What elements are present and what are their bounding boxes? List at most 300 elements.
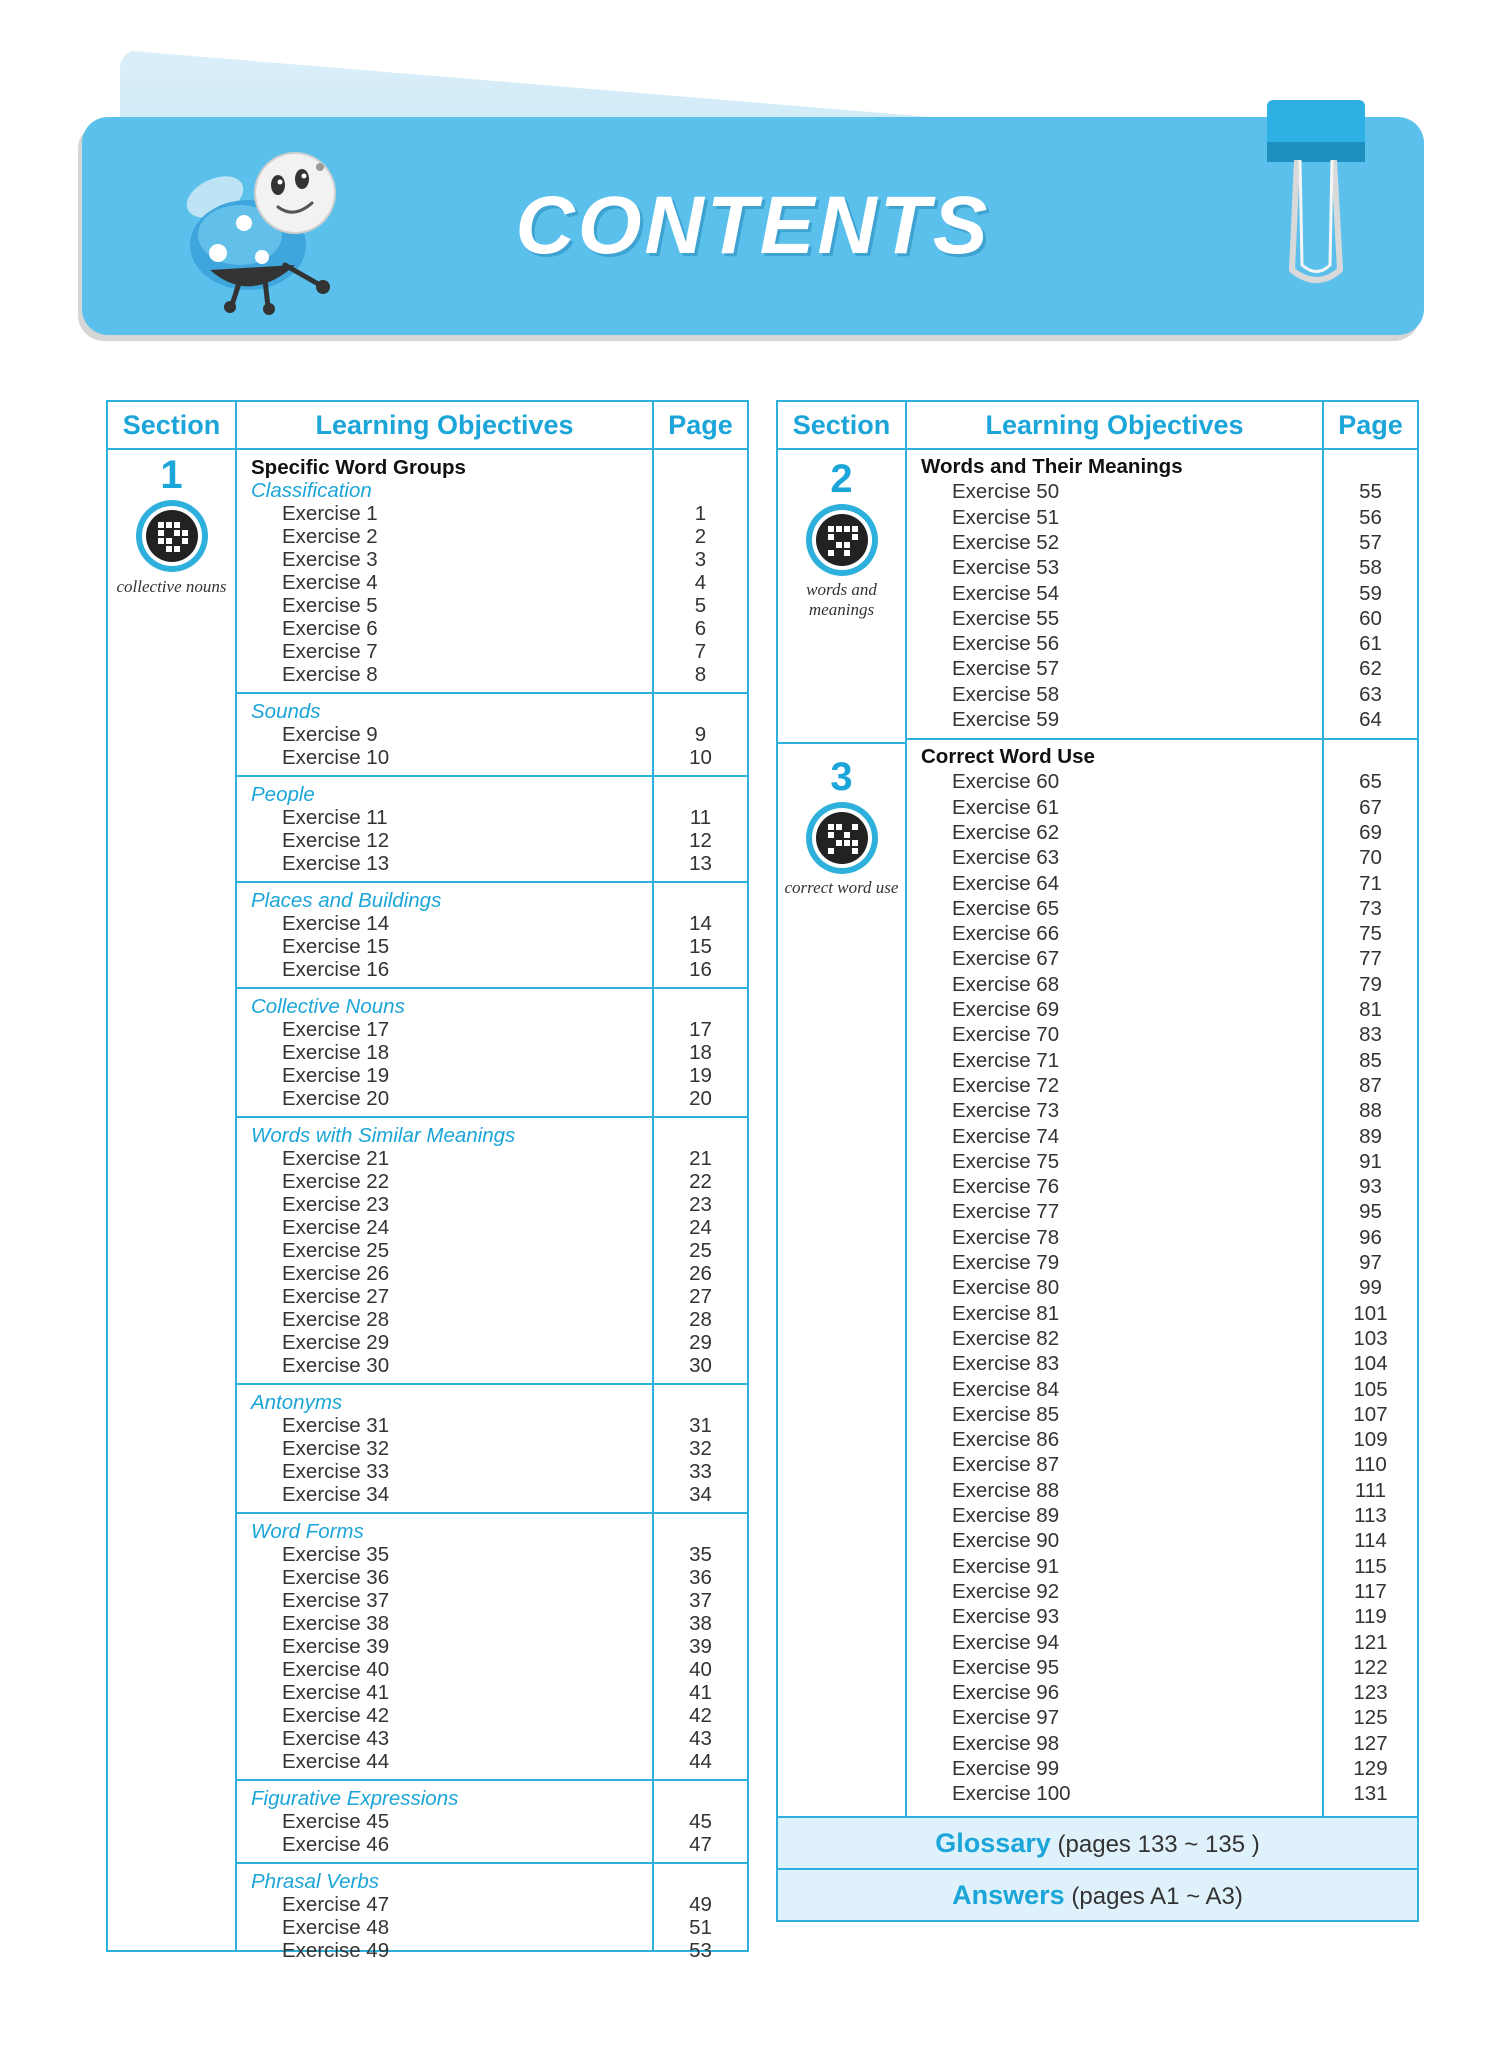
exercise-row[interactable] bbox=[907, 1731, 1417, 1756]
exercise-row-text: Exercise 32 bbox=[282, 1437, 390, 1460]
exercise-row[interactable] bbox=[907, 1377, 1417, 1402]
exercise-row[interactable] bbox=[907, 1326, 1417, 1351]
exercise-row-text: Exercise 72 bbox=[952, 1073, 1060, 1097]
page-number: 95 bbox=[1359, 1200, 1382, 1224]
page-number: 93 bbox=[1359, 1175, 1382, 1199]
exercise-row-text: Exercise 3 bbox=[282, 548, 378, 571]
exercise-row[interactable] bbox=[907, 1655, 1417, 1680]
exercise-row[interactable] bbox=[907, 1604, 1417, 1629]
page-number: 114 bbox=[1354, 1529, 1387, 1553]
page-number: 47 bbox=[689, 1833, 712, 1856]
exercise-row[interactable] bbox=[907, 505, 1417, 530]
exercise-row-text: Exercise 69 bbox=[952, 998, 1060, 1021]
page-number: 103 bbox=[1353, 1326, 1388, 1350]
exercise-row[interactable] bbox=[237, 1810, 747, 1833]
page-number: 39 bbox=[689, 1635, 712, 1658]
exercise-row-text: Exercise 45 bbox=[282, 1810, 390, 1833]
exercise-row[interactable] bbox=[237, 548, 747, 571]
exercise-row[interactable] bbox=[237, 746, 747, 769]
exercise-row-text: Exercise 28 bbox=[282, 1308, 390, 1331]
exercise-row[interactable] bbox=[907, 1250, 1417, 1275]
exercise-row[interactable] bbox=[907, 1781, 1417, 1806]
page-number: 29 bbox=[689, 1331, 712, 1354]
exercise-row[interactable] bbox=[907, 921, 1417, 946]
exercise-row-text: Exercise 10 bbox=[282, 746, 390, 769]
page-number: 83 bbox=[1359, 1023, 1382, 1047]
category-label bbox=[237, 783, 747, 806]
page-number: 13 bbox=[689, 852, 712, 875]
exercise-row[interactable] bbox=[237, 1193, 747, 1216]
page-header: Page bbox=[1338, 410, 1403, 440]
page-number: 23 bbox=[689, 1193, 712, 1216]
exercise-row[interactable] bbox=[237, 1041, 747, 1064]
exercise-row-text: Exercise 48 bbox=[282, 1916, 390, 1939]
exercise-row-text: Exercise 78 bbox=[952, 1225, 1060, 1249]
exercise-row-text: Exercise 83 bbox=[952, 1352, 1060, 1376]
exercise-row[interactable] bbox=[907, 1124, 1417, 1149]
exercise-row[interactable] bbox=[237, 829, 747, 852]
page-number: 96 bbox=[1359, 1225, 1382, 1249]
exercise-row[interactable] bbox=[907, 581, 1417, 606]
exercise-row[interactable] bbox=[237, 1893, 747, 1916]
page-number: 24 bbox=[689, 1216, 712, 1239]
exercise-row[interactable] bbox=[907, 845, 1417, 870]
exercise-row[interactable] bbox=[237, 1018, 747, 1041]
exercise-row-text: Exercise 26 bbox=[282, 1262, 390, 1285]
page-number: 45 bbox=[689, 1810, 712, 1833]
objective-group bbox=[907, 740, 1417, 1814]
exercise-row[interactable] bbox=[907, 479, 1417, 504]
category-label bbox=[237, 1870, 747, 1893]
exercise-row[interactable] bbox=[907, 1301, 1417, 1326]
page-number: 35 bbox=[689, 1543, 712, 1566]
page-number: 25 bbox=[689, 1239, 712, 1262]
page-number: 101 bbox=[1353, 1301, 1388, 1325]
objective-group bbox=[237, 1781, 747, 1864]
page-number: 12 bbox=[689, 829, 712, 852]
exercise-row[interactable] bbox=[237, 1833, 747, 1856]
page-number: 60 bbox=[1359, 606, 1382, 630]
exercise-row-text: Exercise 21 bbox=[282, 1147, 390, 1170]
exercise-row[interactable] bbox=[907, 1427, 1417, 1452]
exercise-row-text: Exercise 39 bbox=[282, 1635, 390, 1658]
exercise-row-text: Exercise 75 bbox=[952, 1149, 1060, 1173]
page-number: 27 bbox=[689, 1285, 712, 1308]
exercise-row[interactable] bbox=[237, 1939, 747, 1962]
exercise-row[interactable] bbox=[907, 871, 1417, 896]
exercise-row-text: Exercise 61 bbox=[952, 795, 1060, 819]
exercise-row-text: Exercise 62 bbox=[952, 820, 1060, 844]
page-number: 9 bbox=[694, 723, 707, 746]
exercise-row[interactable] bbox=[237, 1285, 747, 1308]
exercise-row[interactable] bbox=[907, 1351, 1417, 1376]
page-number: 49 bbox=[689, 1893, 712, 1916]
exercise-row-text: Exercise 67 bbox=[952, 947, 1060, 971]
objective-group bbox=[907, 450, 1417, 740]
exercise-row[interactable] bbox=[907, 1554, 1417, 1579]
page-number: 71 bbox=[1359, 871, 1382, 895]
page-number: 104 bbox=[1353, 1352, 1388, 1376]
exercise-row[interactable] bbox=[907, 1528, 1417, 1553]
exercise-row[interactable] bbox=[237, 1087, 747, 1110]
exercise-row[interactable] bbox=[907, 1022, 1417, 1047]
exercise-row-text: Exercise 84 bbox=[952, 1377, 1060, 1401]
exercise-row[interactable] bbox=[907, 682, 1417, 707]
page-number: 111 bbox=[1354, 1478, 1387, 1502]
exercise-row[interactable] bbox=[907, 1048, 1417, 1073]
objective-group bbox=[237, 450, 747, 694]
exercise-row[interactable] bbox=[237, 1727, 747, 1750]
page-number: 1 bbox=[694, 502, 707, 525]
exercise-row[interactable] bbox=[237, 1750, 747, 1773]
exercise-row[interactable] bbox=[237, 912, 747, 935]
page-number: 62 bbox=[1359, 657, 1382, 681]
exercise-row-text: Exercise 87 bbox=[952, 1453, 1060, 1477]
exercise-row-text: Exercise 100 bbox=[952, 1782, 1071, 1806]
category-label bbox=[237, 1391, 747, 1414]
page-number: 129 bbox=[1353, 1757, 1388, 1780]
exercise-row-text: Exercise 18 bbox=[282, 1041, 390, 1064]
exercise-row-text: Exercise 98 bbox=[952, 1731, 1060, 1755]
exercise-row[interactable] bbox=[237, 1437, 747, 1460]
exercise-row-text: Exercise 24 bbox=[282, 1216, 390, 1239]
exercise-row-text: Exercise 66 bbox=[952, 922, 1060, 946]
page-number: 75 bbox=[1359, 922, 1382, 946]
exercise-row-text: Exercise 1 bbox=[282, 502, 378, 525]
page-number: 119 bbox=[1354, 1605, 1387, 1629]
answers-pages: (pages A1 ~ A3) bbox=[1071, 1883, 1243, 1910]
page-number: 117 bbox=[1354, 1579, 1387, 1603]
exercise-row[interactable] bbox=[907, 1756, 1417, 1781]
exercise-row[interactable] bbox=[237, 502, 747, 525]
exercise-row[interactable] bbox=[907, 1478, 1417, 1503]
page-number: 105 bbox=[1353, 1377, 1388, 1401]
exercise-row-text: Exercise 91 bbox=[952, 1554, 1060, 1578]
page-number: 30 bbox=[689, 1354, 712, 1377]
exercise-row-text: Exercise 86 bbox=[952, 1428, 1060, 1452]
page-number: 18 bbox=[689, 1041, 712, 1064]
exercise-row-text: Exercise 82 bbox=[952, 1326, 1060, 1350]
exercise-row-text: Exercise 68 bbox=[952, 972, 1060, 996]
objective-group bbox=[237, 1864, 747, 1968]
exercise-row-text: Exercise 12 bbox=[282, 829, 390, 852]
exercise-row-text: Exercise 92 bbox=[952, 1579, 1060, 1603]
page-number: 10 bbox=[689, 746, 712, 769]
exercise-row-text: Exercise 77 bbox=[952, 1200, 1060, 1224]
exercise-row-text: Exercise 49 bbox=[282, 1939, 390, 1962]
exercise-row[interactable] bbox=[237, 640, 747, 663]
exercise-row[interactable] bbox=[237, 1704, 747, 1727]
page-number: 87 bbox=[1359, 1073, 1382, 1097]
exercise-row-text: Exercise 53 bbox=[952, 556, 1060, 580]
page-number: 6 bbox=[694, 617, 707, 640]
exercise-row[interactable] bbox=[907, 1680, 1417, 1705]
exercise-row-text: Exercise 29 bbox=[282, 1331, 390, 1354]
page-number: 5 bbox=[694, 594, 707, 617]
exercise-row-text: Exercise 63 bbox=[952, 846, 1060, 870]
exercise-row[interactable] bbox=[907, 1199, 1417, 1224]
exercise-row[interactable] bbox=[907, 1174, 1417, 1199]
crossword-badge-icon bbox=[134, 498, 210, 574]
exercise-row[interactable] bbox=[907, 555, 1417, 580]
objectives-header: Learning Objectives bbox=[985, 410, 1244, 440]
exercise-row-text: Exercise 38 bbox=[282, 1612, 390, 1635]
exercise-row[interactable] bbox=[237, 1147, 747, 1170]
row-divider bbox=[778, 742, 907, 744]
exercise-row-text: Exercise 52 bbox=[952, 530, 1060, 554]
exercise-row-text: Exercise 50 bbox=[952, 480, 1060, 504]
exercise-row[interactable] bbox=[237, 663, 747, 686]
page-number: 122 bbox=[1353, 1655, 1388, 1679]
exercise-row[interactable] bbox=[907, 1275, 1417, 1300]
exercise-row-text: Exercise 44 bbox=[282, 1750, 390, 1773]
page-number: 20 bbox=[689, 1087, 712, 1110]
answers-row[interactable] bbox=[778, 1868, 1417, 1920]
page-number: 55 bbox=[1359, 480, 1382, 504]
category-label-text: People bbox=[251, 783, 315, 806]
exercise-row[interactable] bbox=[237, 1681, 747, 1704]
page-number: 4 bbox=[694, 571, 707, 594]
exercise-row[interactable] bbox=[237, 958, 747, 981]
category-label-text: Collective Nouns bbox=[251, 995, 405, 1018]
exercise-row[interactable] bbox=[907, 631, 1417, 656]
exercise-row-text: Exercise 94 bbox=[952, 1630, 1060, 1654]
exercise-row-text: Exercise 31 bbox=[282, 1414, 390, 1437]
exercise-row[interactable] bbox=[237, 806, 747, 829]
objective-group bbox=[237, 989, 747, 1118]
exercise-row[interactable] bbox=[907, 1073, 1417, 1098]
category-label bbox=[237, 700, 747, 723]
category-label bbox=[237, 1124, 747, 1147]
exercise-row[interactable] bbox=[907, 820, 1417, 845]
exercise-row[interactable] bbox=[907, 656, 1417, 681]
exercise-row[interactable] bbox=[237, 1635, 747, 1658]
exercise-row[interactable] bbox=[907, 972, 1417, 997]
section-label: correct word use bbox=[784, 878, 899, 897]
page-number: 59 bbox=[1359, 581, 1382, 605]
exercise-row[interactable] bbox=[907, 946, 1417, 971]
exercise-row-text: Exercise 34 bbox=[282, 1483, 390, 1506]
exercise-row-text: Exercise 5 bbox=[282, 594, 378, 617]
exercise-row[interactable] bbox=[237, 1262, 747, 1285]
page-number: 89 bbox=[1359, 1124, 1382, 1148]
page-number: 14 bbox=[689, 912, 712, 935]
exercise-row[interactable] bbox=[907, 795, 1417, 820]
exercise-row-text: Exercise 46 bbox=[282, 1833, 390, 1856]
category-label-text: Phrasal Verbs bbox=[251, 1870, 379, 1893]
exercise-row-text: Exercise 64 bbox=[952, 871, 1060, 895]
category-label-text: Sounds bbox=[251, 700, 321, 723]
exercise-row-text: Exercise 56 bbox=[952, 632, 1060, 656]
page-number: 125 bbox=[1353, 1706, 1388, 1730]
exercise-row-text: Exercise 51 bbox=[952, 505, 1060, 529]
page-number: 123 bbox=[1353, 1681, 1388, 1705]
exercise-row-text: Exercise 79 bbox=[952, 1251, 1060, 1274]
exercise-row-text: Exercise 59 bbox=[952, 708, 1060, 731]
page-header: Page bbox=[668, 410, 733, 440]
exercise-row[interactable] bbox=[237, 617, 747, 640]
exercise-row[interactable] bbox=[237, 1216, 747, 1239]
exercise-row-text: Exercise 85 bbox=[952, 1402, 1060, 1426]
exercise-row[interactable] bbox=[237, 935, 747, 958]
page-number: 110 bbox=[1354, 1453, 1387, 1477]
exercise-row-text: Exercise 37 bbox=[282, 1589, 390, 1612]
category-label-text: Antonyms bbox=[251, 1391, 343, 1414]
exercise-row-text: Exercise 76 bbox=[952, 1175, 1060, 1199]
page-number: 70 bbox=[1359, 846, 1382, 870]
exercise-row[interactable] bbox=[237, 525, 747, 548]
exercise-row-text: Exercise 11 bbox=[282, 806, 388, 829]
page-number: 61 bbox=[1359, 632, 1382, 656]
exercise-row[interactable] bbox=[237, 1612, 747, 1635]
page-number: 107 bbox=[1353, 1402, 1388, 1426]
page-number: 99 bbox=[1359, 1276, 1382, 1300]
exercise-row[interactable] bbox=[237, 852, 747, 875]
page-number: 65 bbox=[1359, 770, 1382, 794]
page-number: 40 bbox=[689, 1658, 712, 1681]
section-number: 2 bbox=[830, 457, 853, 501]
exercise-row[interactable] bbox=[237, 1916, 747, 1939]
glossary-pages: (pages 133 ~ 135 ) bbox=[1057, 1831, 1260, 1858]
page-number: 63 bbox=[1359, 682, 1382, 706]
exercise-row[interactable] bbox=[907, 1579, 1417, 1604]
page-number: 15 bbox=[689, 935, 712, 958]
exercise-row[interactable] bbox=[237, 1331, 747, 1354]
page-number: 81 bbox=[1359, 998, 1382, 1021]
exercise-row-text: Exercise 90 bbox=[952, 1529, 1060, 1553]
page-number: 56 bbox=[1359, 505, 1382, 529]
exercise-row[interactable] bbox=[237, 1308, 747, 1331]
category-label-text: Word Forms bbox=[251, 1520, 364, 1543]
page-number: 44 bbox=[689, 1750, 712, 1773]
page-number: 121 bbox=[1353, 1630, 1388, 1654]
exercise-row[interactable] bbox=[907, 1225, 1417, 1250]
objective-group bbox=[237, 1385, 747, 1514]
page-number: 11 bbox=[689, 806, 712, 829]
contents-table-left bbox=[106, 400, 749, 1962]
exercise-row-text: Exercise 71 bbox=[952, 1048, 1060, 1072]
group-heading-text: Words and Their Meanings bbox=[921, 455, 1183, 478]
exercise-row-text: Exercise 41 bbox=[282, 1681, 390, 1704]
exercise-row[interactable] bbox=[237, 1239, 747, 1262]
exercise-row[interactable] bbox=[907, 896, 1417, 921]
exercise-row[interactable] bbox=[237, 723, 747, 746]
exercise-row[interactable] bbox=[237, 571, 747, 594]
page-number: 131 bbox=[1353, 1782, 1388, 1806]
exercise-row-text: Exercise 97 bbox=[952, 1706, 1060, 1730]
page-number: 26 bbox=[689, 1262, 712, 1285]
binder-clip-icon bbox=[1262, 100, 1372, 290]
answers-label: Answers bbox=[952, 1880, 1065, 1910]
exercise-row-text: Exercise 81 bbox=[952, 1301, 1060, 1325]
exercise-row-text: Exercise 89 bbox=[952, 1504, 1060, 1527]
exercise-row-text: Exercise 19 bbox=[282, 1064, 390, 1087]
page-number: 109 bbox=[1353, 1428, 1388, 1452]
exercise-row-text: Exercise 36 bbox=[282, 1566, 390, 1589]
objective-group bbox=[237, 1118, 747, 1385]
exercise-row[interactable] bbox=[907, 707, 1417, 732]
exercise-row[interactable] bbox=[237, 1658, 747, 1681]
exercise-row[interactable] bbox=[237, 1064, 747, 1087]
exercise-row-text: Exercise 27 bbox=[282, 1285, 390, 1308]
exercise-row[interactable] bbox=[907, 1452, 1417, 1477]
page-number: 28 bbox=[689, 1308, 712, 1331]
category-label-text: Classification bbox=[251, 479, 372, 502]
exercise-row[interactable] bbox=[907, 997, 1417, 1022]
page-number: 41 bbox=[689, 1681, 712, 1704]
category-label bbox=[237, 889, 747, 912]
exercise-row-text: Exercise 88 bbox=[952, 1478, 1060, 1502]
exercise-row[interactable] bbox=[907, 1705, 1417, 1730]
page-number: 17 bbox=[689, 1018, 712, 1041]
page-number: 8 bbox=[694, 663, 707, 686]
page-number: 32 bbox=[689, 1437, 712, 1460]
exercise-row-text: Exercise 40 bbox=[282, 1658, 390, 1681]
exercise-row-text: Exercise 9 bbox=[282, 723, 378, 746]
exercise-row-text: Exercise 20 bbox=[282, 1087, 390, 1110]
exercise-row-text: Exercise 74 bbox=[952, 1124, 1060, 1148]
exercise-row[interactable] bbox=[907, 606, 1417, 631]
exercise-row[interactable] bbox=[237, 1543, 747, 1566]
exercise-row-text: Exercise 95 bbox=[952, 1655, 1060, 1679]
crossword-badge-icon bbox=[804, 800, 880, 876]
exercise-row[interactable] bbox=[907, 769, 1417, 794]
exercise-row[interactable] bbox=[237, 1170, 747, 1193]
page-number: 42 bbox=[689, 1704, 712, 1727]
exercise-row-text: Exercise 99 bbox=[952, 1757, 1060, 1780]
exercise-row-text: Exercise 96 bbox=[952, 1681, 1060, 1705]
exercise-row[interactable] bbox=[237, 1566, 747, 1589]
contents-table-right bbox=[776, 400, 1419, 1922]
page-number: 51 bbox=[689, 1916, 712, 1939]
group-heading-text: Correct Word Use bbox=[921, 745, 1095, 768]
exercise-row-text: Exercise 23 bbox=[282, 1193, 390, 1216]
exercise-row[interactable] bbox=[907, 1149, 1417, 1174]
group-heading bbox=[237, 456, 747, 479]
page-title: CONTENTS bbox=[515, 180, 991, 271]
page-number: 77 bbox=[1359, 947, 1382, 971]
crossword-badge-icon bbox=[804, 502, 880, 578]
glossary-row[interactable] bbox=[778, 1816, 1417, 1868]
objective-group bbox=[237, 883, 747, 989]
exercise-row-text: Exercise 14 bbox=[282, 912, 390, 935]
section-number: 3 bbox=[830, 755, 853, 799]
exercise-row[interactable] bbox=[237, 1460, 747, 1483]
page-number: 97 bbox=[1359, 1251, 1382, 1274]
page-number: 58 bbox=[1359, 556, 1382, 580]
exercise-row[interactable] bbox=[907, 1098, 1417, 1123]
exercise-row[interactable] bbox=[907, 530, 1417, 555]
exercise-row[interactable] bbox=[237, 1589, 747, 1612]
page-number: 38 bbox=[689, 1612, 712, 1635]
exercise-row[interactable] bbox=[907, 1630, 1417, 1655]
exercise-row-text: Exercise 25 bbox=[282, 1239, 390, 1262]
page-number: 79 bbox=[1359, 972, 1382, 996]
objective-group bbox=[237, 1514, 747, 1781]
exercise-row[interactable] bbox=[237, 1483, 747, 1506]
exercise-row-text: Exercise 16 bbox=[282, 958, 390, 981]
page-number: 53 bbox=[689, 1939, 712, 1962]
exercise-row[interactable] bbox=[907, 1402, 1417, 1427]
exercise-row[interactable] bbox=[237, 1354, 747, 1377]
section-header: Section bbox=[792, 410, 891, 440]
exercise-row[interactable] bbox=[237, 594, 747, 617]
exercise-row[interactable] bbox=[237, 1414, 747, 1437]
exercise-row-text: Exercise 57 bbox=[952, 657, 1060, 681]
section-label: words and meanings bbox=[806, 580, 877, 619]
section-header: Section bbox=[122, 410, 221, 440]
exercise-row[interactable] bbox=[907, 1503, 1417, 1528]
